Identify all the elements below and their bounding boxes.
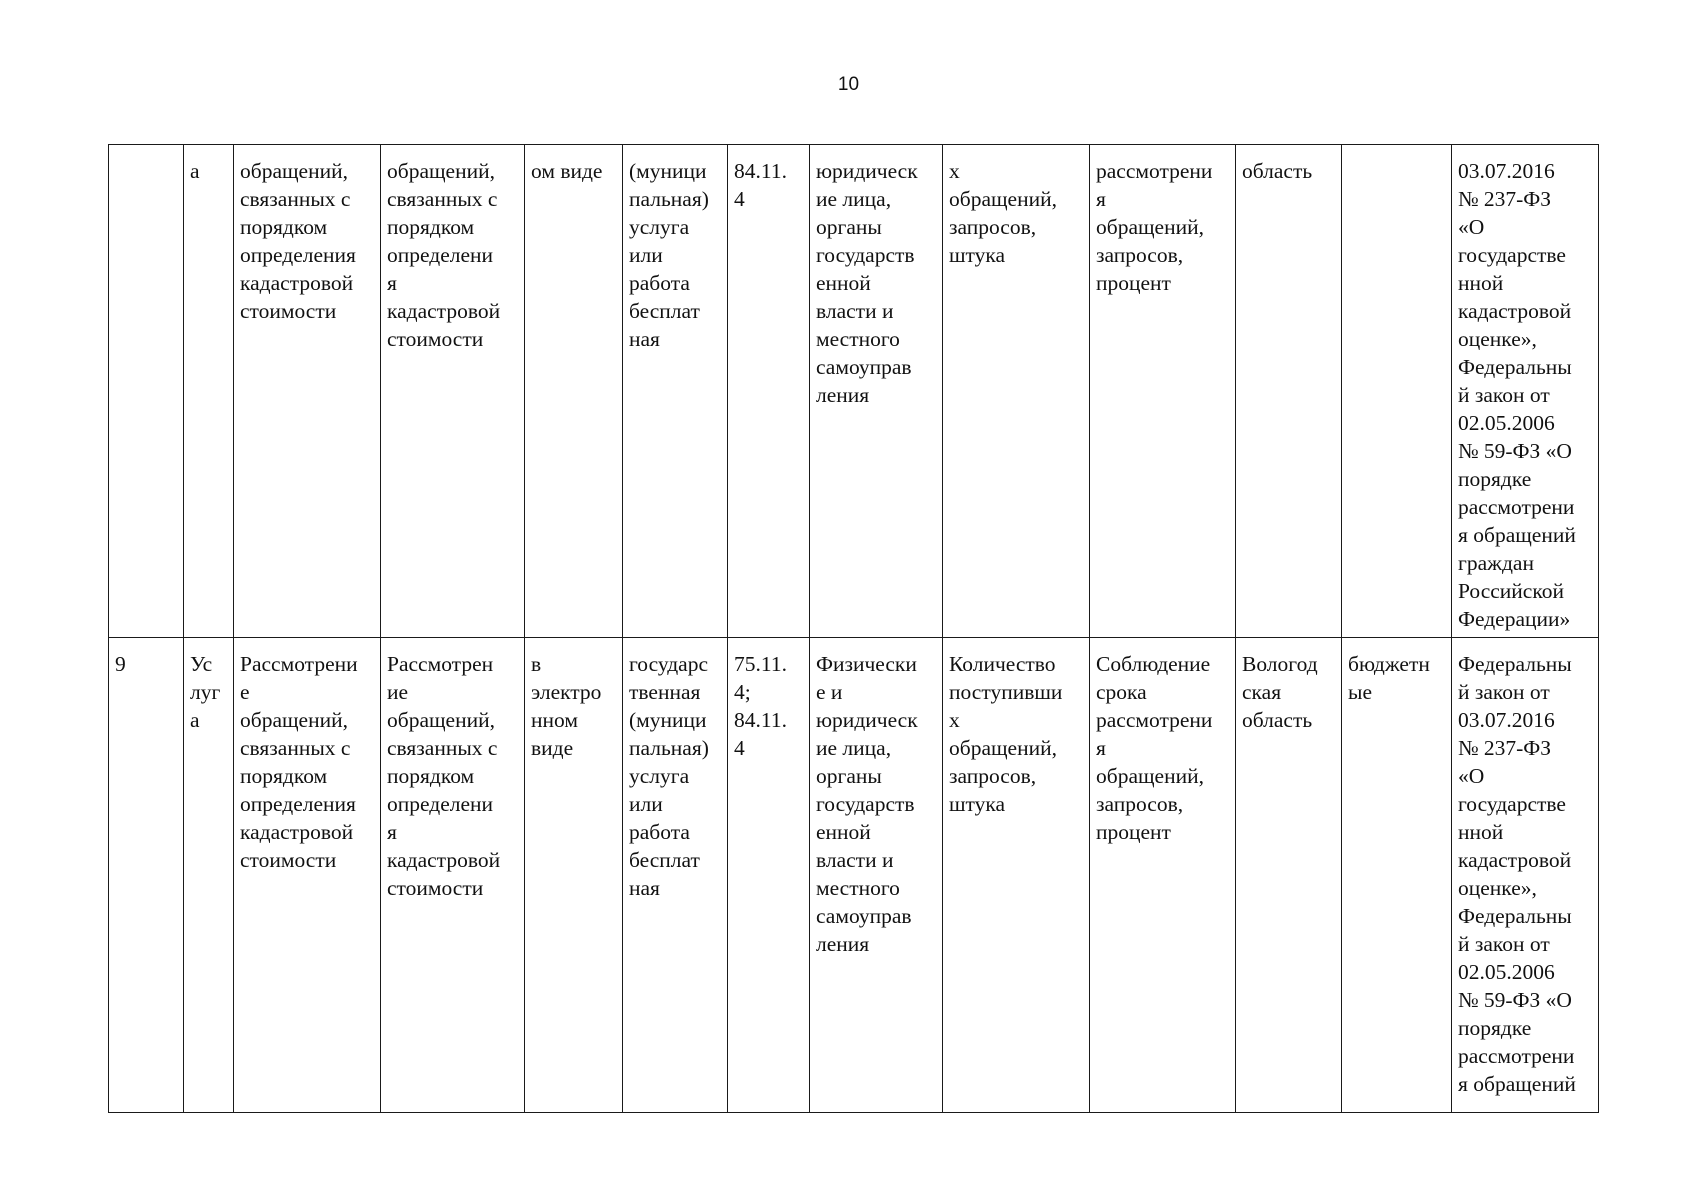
cell-institution-type <box>1342 145 1452 638</box>
cell-type: а <box>184 145 234 638</box>
cell-type: Ус луг а <box>184 638 234 1113</box>
cell-number <box>109 145 184 638</box>
cell-quality-indicator: Соблюдение срока рассмотрени я обращений, запросов, процент <box>1090 638 1236 1113</box>
cell-form: в электро нном виде <box>525 638 623 1113</box>
cell-legal-basis: 03.07.2016 № 237-ФЗ «О государстве нной кадастровой оценке», Федеральны й закон от 02.05.2006 № 59-ФЗ «О порядке рассмотрени я обращений граждан Российской Федерации» <box>1452 145 1599 638</box>
cell-okved: 75.11. 4; 84.11. 4 <box>728 638 810 1113</box>
table-row <box>109 145 1599 638</box>
cell-number: 9 <box>109 638 184 1113</box>
cell-kind: (муници пальная) услуга или работа бесплат ная <box>623 145 728 638</box>
cell-volume-indicator: х обращений, запросов, штука <box>943 145 1090 638</box>
cell-okved: 84.11. 4 <box>728 145 810 638</box>
cell-content: Рассмотрен ие обращений, связанных с порядком определени я кадастровой стоимости <box>381 638 525 1113</box>
cell-quality-indicator: рассмотрени я обращений, запросов, процент <box>1090 145 1236 638</box>
cell-name: обращений, связанных с порядком определения кадастровой стоимости <box>234 145 381 638</box>
cell-name: Рассмотрени е обращений, связанных с порядком определения кадастровой стоимости <box>234 638 381 1113</box>
cell-consumers: юридическ ие лица, органы государств енной власти и местного самоуправ ления <box>810 145 943 638</box>
cell-institution-type: бюджетн ые <box>1342 638 1452 1113</box>
table-row <box>109 638 1599 1113</box>
cell-consumers: Физически е и юридическ ие лица, органы государств енной власти и местного самоуправ ления <box>810 638 943 1113</box>
cell-volume-indicator: Количество поступивши х обращений, запросов, штука <box>943 638 1090 1113</box>
cell-region: Вологод ская область <box>1236 638 1342 1113</box>
cell-content: обращений, связанных с порядком определени я кадастровой стоимости <box>381 145 525 638</box>
cell-region: область <box>1236 145 1342 638</box>
page-number: 10 <box>837 74 860 95</box>
cell-legal-basis: Федеральны й закон от 03.07.2016 № 237-ФЗ «О государстве нной кадастровой оценке», Федеральны й закон от 02.05.2006 № 59-ФЗ «О порядке рассмотрени я обращений <box>1452 638 1599 1113</box>
cell-kind: государс твенная (муници пальная) услуга или работа бесплат ная <box>623 638 728 1113</box>
cell-form: ом виде <box>525 145 623 638</box>
registry-table <box>108 144 1599 1113</box>
